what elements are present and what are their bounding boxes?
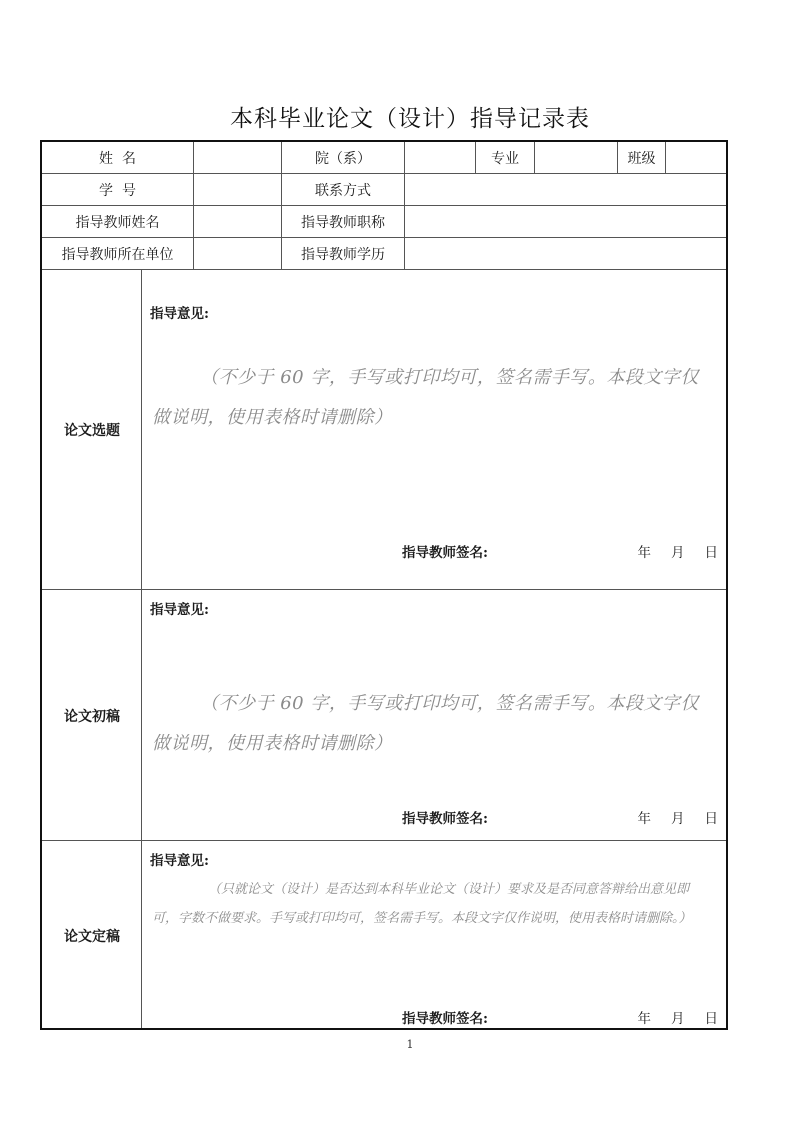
advisor-name-label: 指导教师姓名 bbox=[75, 214, 160, 231]
signature-date bbox=[638, 1007, 719, 1027]
row-divider bbox=[42, 589, 726, 590]
advisor-degree-label: 指导教师学历 bbox=[301, 246, 385, 263]
major-field[interactable] bbox=[535, 142, 617, 173]
date-day: 日 bbox=[704, 811, 718, 827]
hint-text[interactable]: （不少于 60 字，手写或打印均可，签名需手写。本段文字仅做说明，使用表格时请删除） bbox=[152, 367, 699, 428]
opinion-label: 指导意见: bbox=[150, 853, 209, 869]
date-year: 年 bbox=[637, 545, 651, 561]
page-number: 1 bbox=[406, 1038, 414, 1051]
contact-field[interactable] bbox=[405, 174, 726, 205]
hint-text[interactable]: （只就论文（设计）是否达到本科毕业论文（设计）要求及是否同意答辩给出意见即可，字数不做要求。手写或打印均可，签名需手写。本段文字仅作说明，使用表格时请删除。） bbox=[152, 882, 692, 926]
college-label: 院（系） bbox=[315, 150, 371, 167]
form-title: 本科毕业论文（设计）指导记录表 bbox=[230, 106, 590, 132]
date-month: 月 bbox=[671, 545, 685, 561]
date-year: 年 bbox=[637, 1011, 651, 1027]
advisor-signature-label: 指导教师签名: bbox=[402, 545, 488, 561]
guidance-record-table bbox=[40, 140, 728, 1030]
advisor-degree-field[interactable] bbox=[405, 238, 726, 269]
hint-text[interactable]: （不少于 60 字，手写或打印均可，签名需手写。本段文字仅做说明，使用表格时请删除） bbox=[152, 693, 699, 754]
date-month: 月 bbox=[671, 1011, 685, 1027]
row-divider bbox=[42, 269, 726, 270]
advisor-signature-label: 指导教师签名: bbox=[402, 811, 488, 827]
name-label: 姓 名 bbox=[99, 150, 136, 167]
date-month: 月 bbox=[671, 811, 685, 827]
advisor-name-field[interactable] bbox=[194, 206, 281, 237]
advisor-title-field[interactable] bbox=[405, 206, 726, 237]
signature-date bbox=[638, 541, 719, 561]
section-label: 论文选题 bbox=[64, 423, 120, 439]
advisor-title-label: 指导教师职称 bbox=[301, 214, 385, 231]
contact-label: 联系方式 bbox=[315, 182, 371, 199]
student-id-label: 学 号 bbox=[99, 182, 136, 199]
opinion-label: 指导意见: bbox=[150, 306, 209, 322]
major-label: 专业 bbox=[491, 150, 519, 167]
section-label: 论文定稿 bbox=[64, 929, 120, 945]
class-field[interactable] bbox=[666, 142, 726, 173]
advisor-signature-label: 指导教师签名: bbox=[402, 1011, 488, 1027]
date-day: 日 bbox=[704, 1011, 718, 1027]
row-divider bbox=[42, 840, 726, 841]
date-year: 年 bbox=[637, 811, 651, 827]
class-label: 班级 bbox=[627, 150, 656, 167]
advisor-unit-label: 指导教师所在单位 bbox=[61, 246, 174, 263]
student-id-field[interactable] bbox=[194, 174, 281, 205]
advisor-unit-field[interactable] bbox=[194, 238, 281, 269]
college-field[interactable] bbox=[405, 142, 475, 173]
section-label: 论文初稿 bbox=[64, 708, 120, 725]
opinion-label: 指导意见: bbox=[150, 602, 209, 618]
date-day: 日 bbox=[704, 545, 718, 561]
name-field[interactable] bbox=[194, 142, 281, 173]
signature-date bbox=[638, 807, 719, 827]
